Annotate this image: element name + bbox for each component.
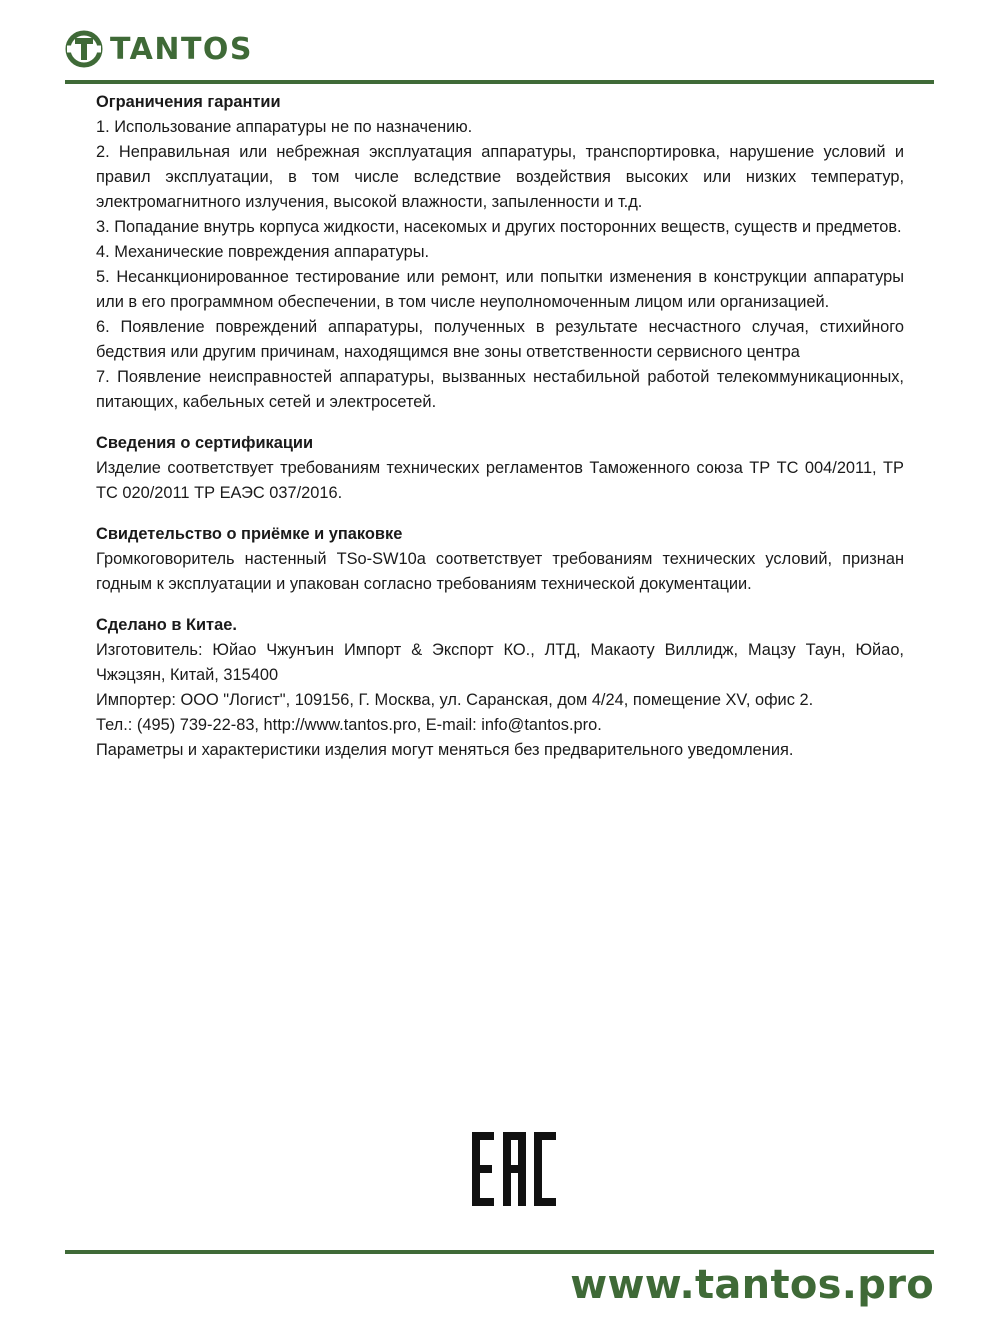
- footer-website: www.tantos.pro: [570, 1262, 934, 1308]
- warranty-item: 6. Появление повреждений аппаратуры, полученных в результате несчастного случая, стихийного бедствия или другим причинам, находящимся вне зоны ответственности сервисного центра: [96, 318, 904, 361]
- warranty-item: 5. Несанкционированное тестирование или ремонт, или попытки изменения в конструкции аппаратуры или в его программном обеспечении, в том числе неуполномоченным лицом или организацией.: [96, 268, 904, 311]
- header-divider: [65, 80, 934, 84]
- warranty-item: 7. Появление неисправностей аппаратуры, вызванных нестабильной работой телекоммуникационных, питающих, кабельных сетей и электросетей.: [96, 368, 904, 411]
- tantos-logo-icon: [64, 29, 104, 69]
- warranty-heading: Ограничения гарантии: [96, 93, 281, 111]
- warranty-section: [96, 90, 904, 415]
- acceptance-heading: Свидетельство о приёмке и упаковке: [96, 525, 403, 543]
- eac-mark-icon: [470, 1132, 560, 1206]
- acceptance-section: [96, 522, 904, 597]
- warranty-item: 1. Использование аппаратуры не по назначению.: [96, 118, 473, 136]
- importer-text: Импортер: ООО "Логист", 109156, Г. Москва, ул. Саранская, дом 4/24, помещение XV, офис 2.: [96, 691, 814, 709]
- brand-logo: [64, 28, 253, 70]
- acceptance-text: Громкоговоритель настенный TSo-SW10a соответствует требованиям технических условий, признан годным к эксплуатации и упакован согласно требованиям технической документации.: [96, 550, 904, 593]
- certification-heading: Сведения о сертификации: [96, 434, 314, 452]
- manufacturer-text: Изготовитель: Юйао Чжунъин Импорт & Экспорт КО., ЛТД, Макаоту Виллидж, Мацзу Таун, Юйао, Чжэцзян, Китай, 315400: [96, 641, 904, 684]
- warranty-item: 2. Неправильная или небрежная эксплуатация аппаратуры, транспортировка, нарушение условий и правил эксплуатации, в том числе вследствие воздействия высоких или низких температур, электромагнитного излучения, высокой влажности, запыленности и т.д.: [96, 143, 904, 211]
- notice-text: Параметры и характеристики изделия могут меняться без предварительного уведомления.: [96, 741, 794, 759]
- warranty-item: 4. Механические повреждения аппаратуры.: [96, 243, 430, 261]
- origin-section: [96, 613, 904, 763]
- brand-name: TANTOS: [110, 31, 254, 67]
- contacts-text: Тел.: (495) 739-22-83, http://www.tantos.pro, E-mail: info@tantos.pro.: [96, 716, 602, 734]
- origin-heading: Сделано в Китае.: [96, 616, 237, 634]
- document-body: [96, 90, 904, 779]
- certification-text: Изделие соответствует требованиям технических регламентов Таможенного союза ТР ТС 004/2011, ТР ТС 020/2011 ТР ЕАЭС 037/2016.: [96, 459, 904, 502]
- footer-divider: [65, 1250, 934, 1254]
- warranty-item: 3. Попадание внутрь корпуса жидкости, насекомых и других посторонних веществ, существ и предметов.: [96, 218, 902, 236]
- certification-section: [96, 431, 904, 506]
